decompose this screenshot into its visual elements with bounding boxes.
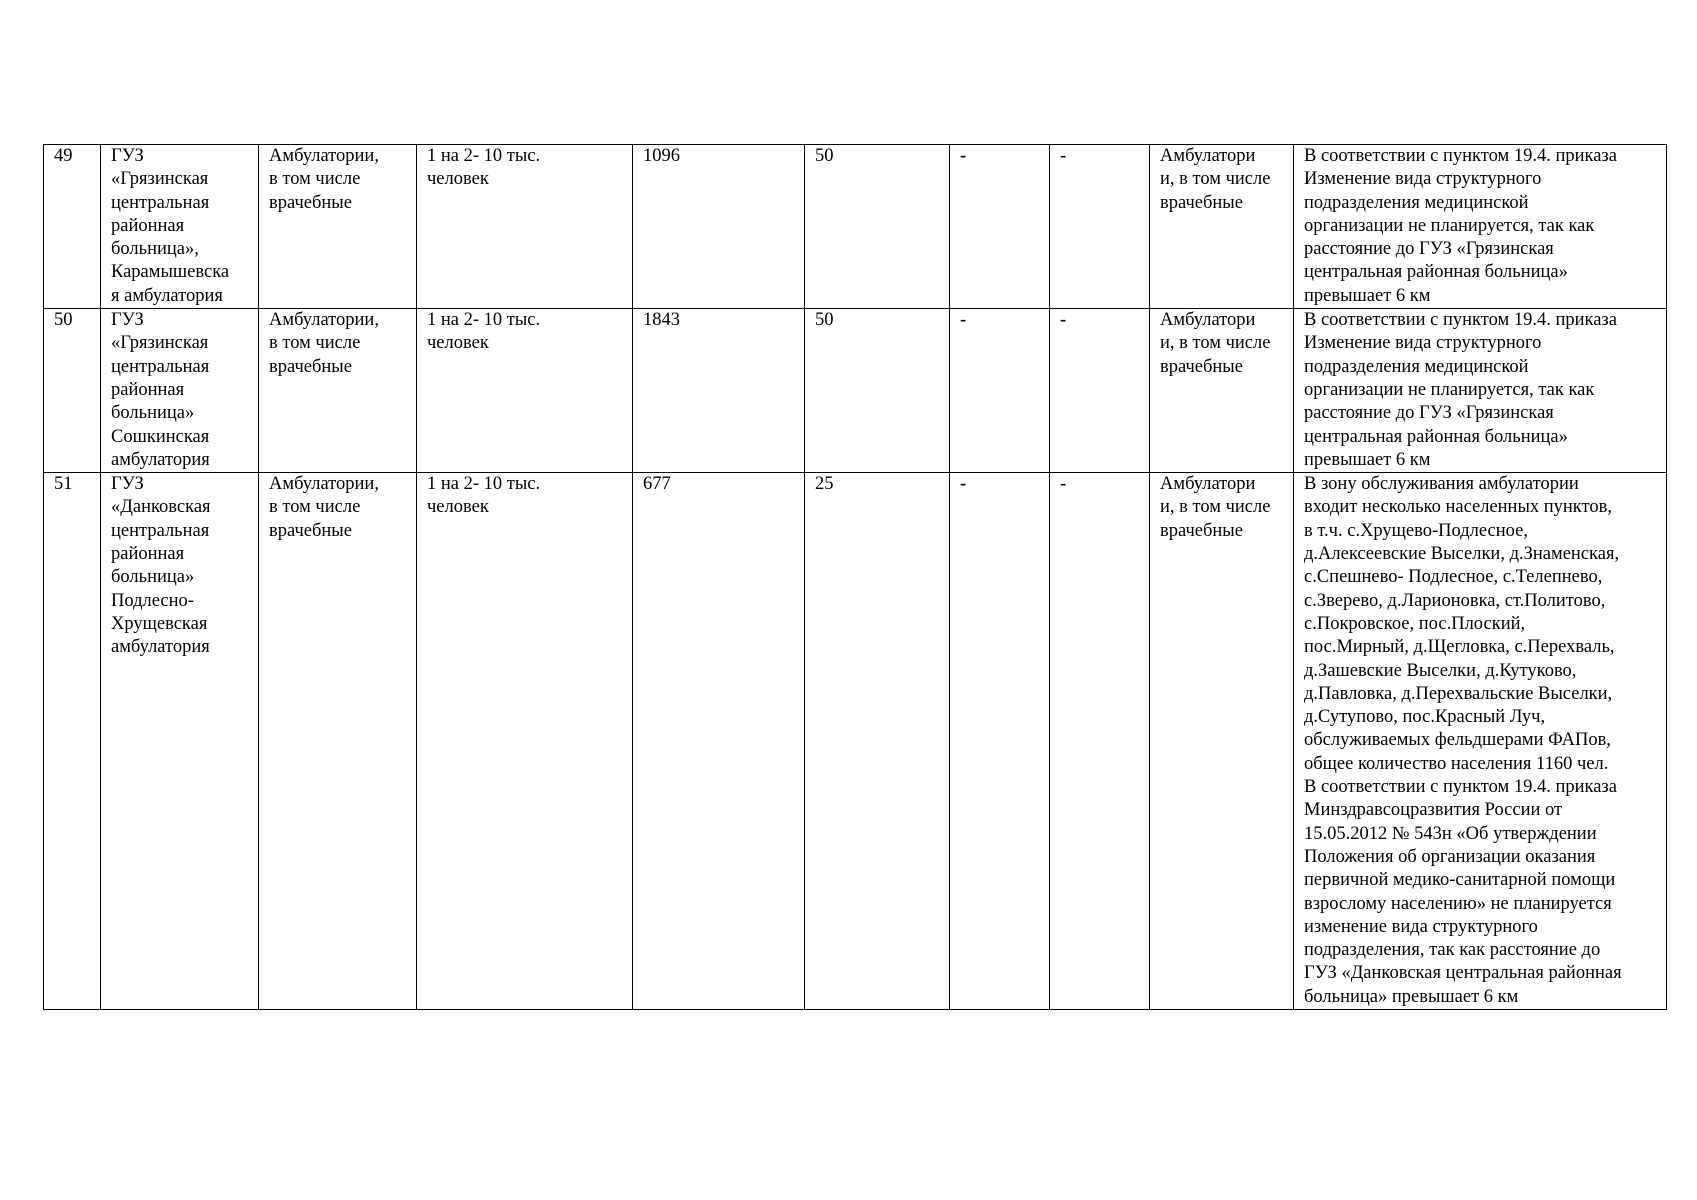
population-cell: 1096 [633,145,805,309]
organization-line: Подлесно- [111,590,194,611]
organization-line: центральная [111,520,210,541]
facilities-table [43,144,1667,1010]
note-line: обслуживаемых фельдшерами ФАПов, [1304,730,1611,751]
norm-line: 1 на 2- 10 тыс. [427,146,541,166]
note-line: В соответствии с пунктом 19.4. приказа [1304,146,1617,166]
row-number-cell: 51 [44,473,101,1010]
proposed-type-cell [1150,473,1294,1010]
table-row [44,473,1667,1010]
note-line: организации не планируется, так как [1304,215,1595,236]
proposed-type-line: врачебные [1160,520,1243,541]
row-number-cell: 50 [44,309,101,473]
facility-type-cell [259,145,417,309]
proposed-type-line: Амбулатори [1160,310,1256,331]
norm-cell [417,473,633,1010]
note-line: ГУЗ «Данковская центральная районная [1304,963,1622,984]
organization-line: ГУЗ [111,474,144,495]
organization-line: амбулатория [111,637,210,658]
norm-line: 1 на 2- 10 тыс. [427,310,541,331]
note-line: превышает 6 км [1304,285,1431,306]
note-line: входит несколько населенных пунктов, [1304,497,1613,518]
facility-type-cell [259,473,417,1010]
norm-line: человек [427,169,489,190]
organization-line: больница» [111,567,195,588]
note-cell [1294,473,1667,1010]
note-line: В соответствии с пунктом 19.4. приказа [1304,777,1617,798]
facility-type-line: врачебные [269,356,352,377]
proposed-type-line: врачебные [1160,356,1243,377]
table-row [44,309,1667,473]
organization-line: больница», [111,239,199,260]
note-line: д.Павловка, д.Перехвальские Выселки, [1304,683,1613,704]
note-line: Минздравсоцразвития России от [1304,800,1563,821]
note-line: расстояние до ГУЗ «Грязинская [1304,403,1554,424]
note-line: В зону обслуживания амбулатории [1304,474,1579,495]
note-line: подразделения, так как расстояние до [1304,940,1601,961]
note-line: организации не планируется, так как [1304,379,1595,400]
note-line: д.Сутупово, пос.Красный Луч, [1304,707,1546,728]
population-cell: 677 [633,473,805,1010]
organization-line: «Данковская [111,497,211,518]
note-line: расстояние до ГУЗ «Грязинская [1304,239,1554,260]
proposed-type-line: и, в том числе [1160,169,1271,190]
distance-cell: 50 [805,309,950,473]
note-line: больница» превышает 6 км [1304,986,1519,1007]
facility-type-line: в том числе [269,169,361,190]
column-7-cell: - [950,473,1050,1010]
note-line: пос.Мирный, д.Щегловка, с.Перехваль, [1304,637,1615,658]
norm-line: человек [427,497,489,518]
note-line: первичной медико-санитарной помощи [1304,870,1616,891]
table-row [44,145,1667,309]
note-line: Изменение вида структурного [1304,333,1542,354]
note-line: центральная районная больница» [1304,262,1568,283]
proposed-type-line: Амбулатори [1160,146,1256,166]
note-line: с.Зверево, д.Ларионовка, ст.Политово, [1304,590,1606,611]
note-line: д.Зашевские Выселки, д.Кутуково, [1304,660,1577,681]
facility-type-line: Амбулатории, [269,474,379,495]
note-line: подразделения медицинской [1304,356,1529,377]
facility-type-line: в том числе [269,497,361,518]
note-line: взрослому населению» не планируется [1304,893,1612,914]
organization-cell [101,145,259,309]
organization-line: районная [111,215,185,236]
column-8-cell: - [1050,145,1150,309]
column-7-cell: - [950,309,1050,473]
organization-line: больница» [111,403,195,424]
organization-line: «Грязинская [111,169,209,190]
norm-cell [417,309,633,473]
population-cell: 1843 [633,309,805,473]
note-cell [1294,309,1667,473]
note-line: превышает 6 км [1304,449,1431,470]
organization-cell [101,309,259,473]
column-7-cell: - [950,145,1050,309]
distance-cell: 50 [805,145,950,309]
organization-line: Сошкинская [111,426,210,447]
proposed-type-line: врачебные [1160,192,1243,213]
note-line: д.Алексеевские Выселки, д.Знаменская, [1304,544,1620,565]
proposed-type-line: Амбулатори [1160,474,1256,495]
norm-line: человек [427,333,489,354]
organization-line: центральная [111,356,210,377]
note-line: общее количество населения 1160 чел. [1304,753,1609,774]
note-line: В соответствии с пунктом 19.4. приказа [1304,310,1617,331]
note-cell [1294,145,1667,309]
organization-line: Карамышевска [111,262,230,283]
organization-line: «Грязинская [111,333,209,354]
norm-cell [417,145,633,309]
facility-type-cell [259,309,417,473]
note-line: изменение вида структурного [1304,916,1538,937]
proposed-type-cell [1150,309,1294,473]
proposed-type-cell [1150,145,1294,309]
note-line: с.Спешнево- Подлесное, с.Телепнево, [1304,567,1603,588]
facility-type-line: врачебные [269,192,352,213]
organization-line: центральная [111,192,210,213]
note-line: Положения об организации оказания [1304,846,1596,867]
note-line: подразделения медицинской [1304,192,1529,213]
note-line: Изменение вида структурного [1304,169,1542,190]
distance-cell: 25 [805,473,950,1010]
proposed-type-line: и, в том числе [1160,497,1271,518]
organization-line: ГУЗ [111,146,144,166]
facility-type-line: врачебные [269,520,352,541]
note-line: 15.05.2012 № 543н «Об утверждении [1304,823,1597,844]
organization-line: я амбулатория [111,285,223,306]
organization-cell [101,473,259,1010]
facility-type-line: Амбулатории, [269,310,379,331]
note-line: в т.ч. с.Хрущево-Подлесное, [1304,520,1528,541]
note-line: центральная районная больница» [1304,426,1568,447]
organization-line: районная [111,544,185,565]
row-number-cell: 49 [44,145,101,309]
note-line: с.Покровское, пос.Плоский, [1304,613,1526,634]
proposed-type-line: и, в том числе [1160,333,1271,354]
column-8-cell: - [1050,309,1150,473]
organization-line: районная [111,379,185,400]
facility-type-line: Амбулатории, [269,146,379,166]
organization-line: амбулатория [111,449,210,470]
facility-type-line: в том числе [269,333,361,354]
organization-line: ГУЗ [111,310,144,331]
column-8-cell: - [1050,473,1150,1010]
organization-line: Хрущевская [111,613,208,634]
norm-line: 1 на 2- 10 тыс. [427,474,541,495]
table-body [44,145,1667,1010]
